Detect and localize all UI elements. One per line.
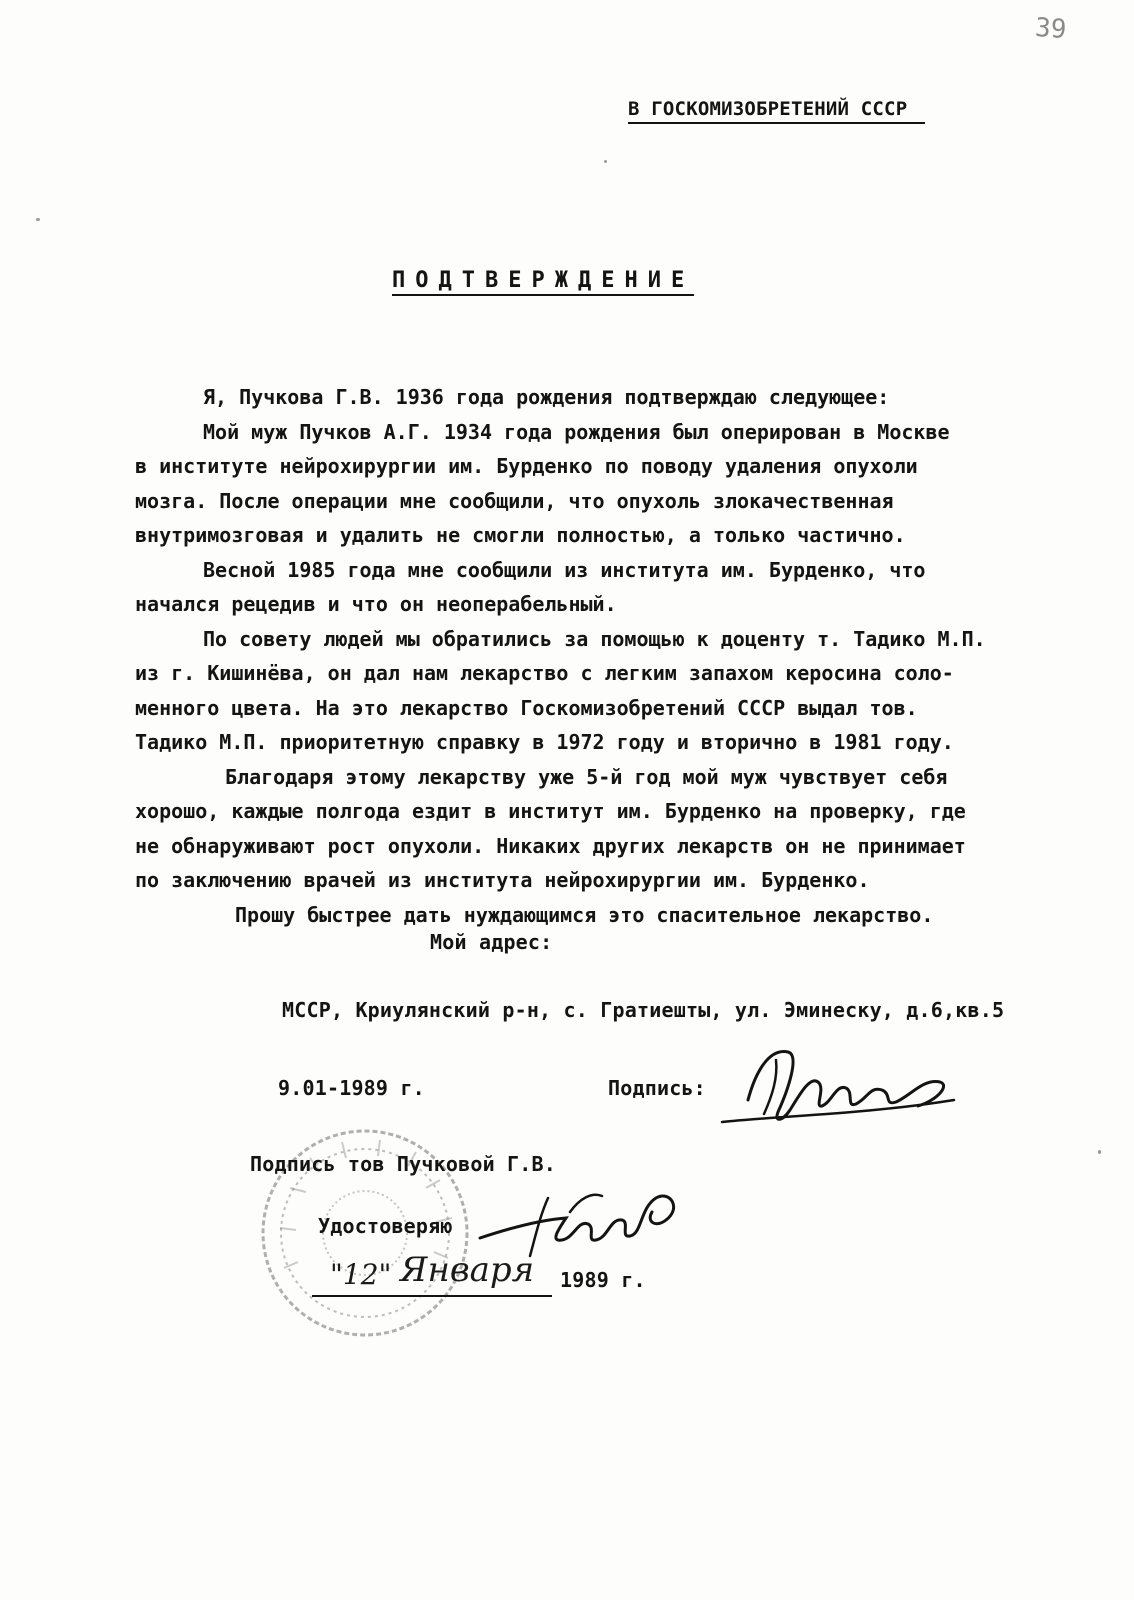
open-quote: " — [330, 1258, 343, 1291]
page-number: 39 — [1033, 12, 1068, 46]
signature-label: Подпись: — [608, 1076, 706, 1100]
body-line: Весной 1985 года мне сообщили из института им. Бурденко, что — [203, 557, 926, 582]
body-line: хорошо, каждые полгода ездит в институт им. Бурденко на проверку, где — [135, 799, 966, 823]
author-signature — [718, 1030, 958, 1140]
body-text — [135, 380, 1100, 932]
body-line: по заключению врачей из института нейрохирургии им. Бурденко. — [135, 868, 870, 892]
scan-speck — [36, 218, 40, 221]
address-label: Мой адрес: — [430, 930, 553, 954]
body-line: Благодаря этому лекарству уже 5-й год мой муж чувствует себя — [225, 764, 948, 789]
letter-date: 9.01-1989 г. — [278, 1076, 425, 1100]
body-line: не обнаруживают рост опухоли. Никаких других лекарств он не принимает — [135, 833, 966, 858]
body-line: начался рецедив и что он неоперабельный. — [135, 592, 617, 616]
certification-line-2: Удостоверяю — [318, 1214, 453, 1238]
certification-year: 1989 г. — [560, 1268, 646, 1292]
recipient-header: В ГОСКОМИЗОБРЕТЕНИЙ СССР — [628, 98, 925, 124]
body-line: из г. Кишинёва, он дал нам лекарство с легким запахом керосина соло- — [135, 661, 954, 685]
body-line: По совету людей мы обратились за помощью к доценту т. Тадико М.П. — [203, 626, 986, 651]
body-line: менного цвета. На это лекарство Госкомизобретений СССР выдал тов. — [135, 695, 918, 720]
scan-speck — [1098, 1150, 1101, 1154]
close-quote: " — [378, 1258, 392, 1291]
body-line: Я, Пучкова Г.В. 1936 года рождения подтверждаю следующее: — [203, 385, 890, 409]
handwritten-day — [330, 1258, 391, 1291]
certification-line-1: Подпись тов Пучковой Г.В. — [250, 1152, 557, 1176]
handwritten-month: Января — [400, 1250, 535, 1290]
body-line: Мой муж Пучков А.Г. 1934 года рождения был оперирован в Москве — [203, 419, 950, 444]
address-line: МССР, Криулянский р-н, с. Гратиешты, ул. Эминеску, д.6,кв.5 — [282, 998, 1005, 1022]
body-line: мозга. После операции мне сообщили, что опухоль злокачественная — [135, 488, 894, 513]
scan-speck — [604, 160, 607, 163]
body-line: Прошу быстрее дать нуждающимся это спасительное лекарство. — [235, 902, 934, 927]
day-value: 12 — [342, 1258, 379, 1291]
body-line: Тадико М.П. приоритетную справку в 1972 году и вторично в 1981 году. — [135, 730, 954, 754]
body-line: внутримозговая и удалить не смогли полностью, а только частично. — [135, 523, 906, 547]
body-line: в институте нейрохирургии им. Бурденко по поводу удаления опухоли — [135, 454, 918, 478]
document-title: ПОДТВЕРЖДЕНИЕ — [392, 268, 694, 296]
date-underline — [312, 1295, 552, 1297]
